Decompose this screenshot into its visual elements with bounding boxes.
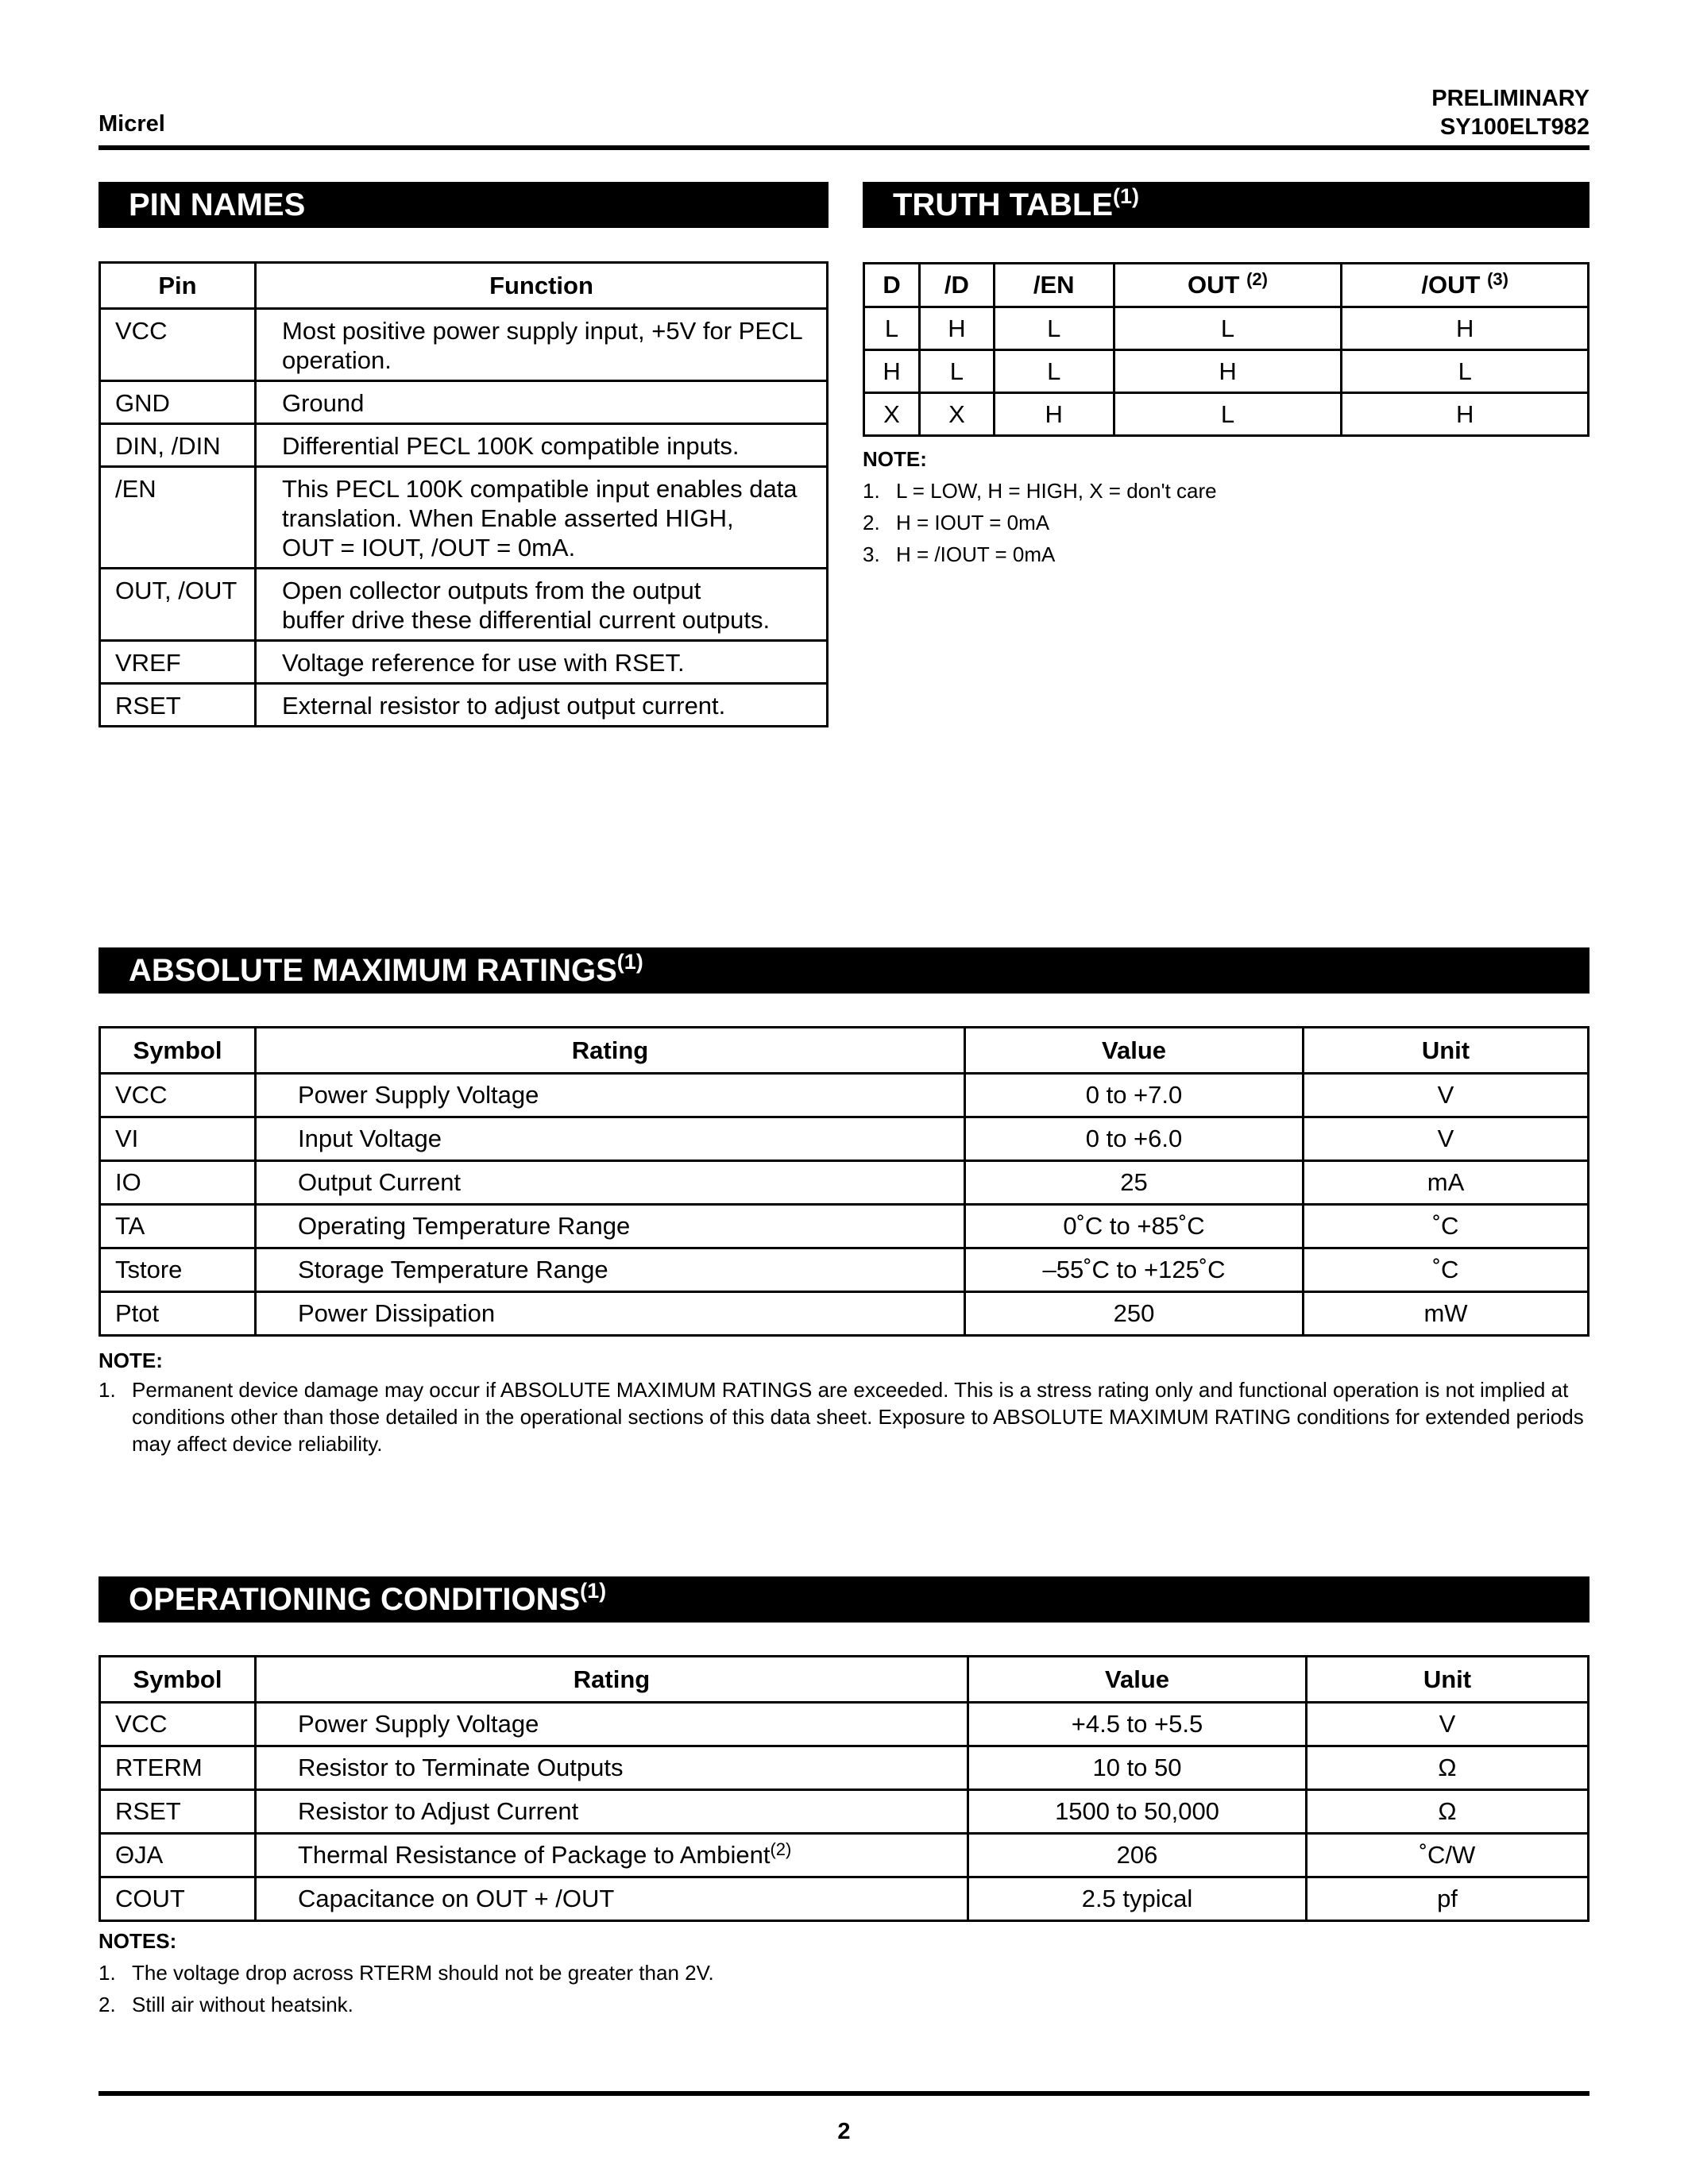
op-value: 10 to 50	[968, 1746, 1307, 1790]
abs-rating	[256, 1117, 965, 1161]
pin-name-text: GND	[115, 389, 170, 417]
op-value: +4.5 to +5.5	[968, 1703, 1307, 1746]
op-cond-notes	[98, 1925, 1590, 2020]
pin-function	[256, 641, 828, 684]
note-number: 1.	[98, 1961, 116, 1985]
table-row	[100, 381, 828, 424]
abs-value-header: Value	[965, 1028, 1304, 1074]
note-item	[863, 475, 1578, 507]
abs-unit: mW	[1304, 1292, 1589, 1336]
truth-col-header	[1114, 264, 1342, 307]
truth-cell: X	[920, 393, 995, 436]
pin-name-text: RSET	[115, 692, 181, 720]
table-row	[100, 641, 828, 684]
truth-table-title-sup: (1)	[1113, 184, 1139, 208]
pin-function-line: Differential PECL 100K compatible inputs.	[282, 432, 740, 460]
pin-function	[256, 424, 828, 467]
op-rating-text: Capacitance on OUT + /OUT	[298, 1885, 615, 1912]
pin-name-text: OUT, /OUT	[115, 577, 238, 604]
note-item	[98, 1989, 1590, 2020]
table-row	[864, 350, 1589, 393]
op-unit: Ω	[1307, 1746, 1589, 1790]
pin-function	[256, 684, 828, 727]
pin-name-text: DIN, /DIN	[115, 432, 221, 460]
note-number: 1.	[98, 1378, 116, 1402]
document-status: PRELIMINARY	[1431, 86, 1590, 111]
note-item	[863, 538, 1578, 570]
table-row	[100, 467, 828, 569]
truth-col-header	[1342, 264, 1589, 307]
pin-function	[256, 467, 828, 569]
truth-cell: L	[864, 307, 920, 350]
abs-rating	[256, 1161, 965, 1205]
abs-max-notes	[98, 1345, 1590, 1457]
op-symbol: ΘJA	[100, 1834, 256, 1877]
pin-function-line: Voltage reference for use with RSET.	[282, 649, 685, 677]
abs-value: 0˚C to +85˚C	[965, 1205, 1304, 1248]
note-text: H = IOUT = 0mA	[896, 511, 1050, 534]
truth-cell: H	[1342, 393, 1589, 436]
footer-rule	[98, 2091, 1590, 2096]
abs-rating-text: Power Supply Voltage	[298, 1081, 539, 1109]
pin-function-line: operation.	[282, 346, 392, 374]
header-right	[1431, 84, 1590, 141]
pin-function	[256, 569, 828, 641]
op-rating	[256, 1703, 968, 1746]
note-text: The voltage drop across RTERM should not be greater than 2V.	[132, 1961, 714, 1985]
truth-cell: L	[1114, 393, 1342, 436]
pin-col-header: Pin	[100, 263, 256, 309]
note-number: 2.	[863, 511, 880, 534]
truth-col-label: OUT	[1188, 271, 1240, 299]
table-row	[100, 1790, 1589, 1834]
note-item	[98, 1957, 1590, 1989]
function-col-header: Function	[256, 263, 828, 309]
pin-name	[100, 684, 256, 727]
op-symbol: VCC	[100, 1703, 256, 1746]
abs-symbol: Tstore	[100, 1248, 256, 1292]
abs-rating	[256, 1248, 965, 1292]
truth-cell: L	[1114, 307, 1342, 350]
pin-name	[100, 424, 256, 467]
op-rating	[256, 1877, 968, 1921]
table-row	[100, 309, 828, 381]
table-row	[100, 424, 828, 467]
op-unit: V	[1307, 1703, 1589, 1746]
truth-col-header	[864, 264, 920, 307]
header-rule	[98, 145, 1590, 150]
op-unit: ˚C/W	[1307, 1834, 1589, 1877]
abs-rating-header: Rating	[256, 1028, 965, 1074]
abs-rating-text: Input Voltage	[298, 1125, 442, 1152]
op-rating-header: Rating	[256, 1657, 968, 1703]
truth-col-label: /OUT	[1421, 271, 1481, 299]
op-rating-text: Thermal Resistance of Package to Ambient	[298, 1841, 771, 1869]
pin-name-text: VCC	[115, 317, 168, 345]
abs-unit: V	[1304, 1074, 1589, 1117]
table-row	[100, 1117, 1589, 1161]
op-rating	[256, 1790, 968, 1834]
pin-function-line: buffer drive these differential current outputs.	[282, 606, 771, 634]
op-rating-text: Resistor to Terminate Outputs	[298, 1754, 624, 1781]
op-unit: pf	[1307, 1877, 1589, 1921]
table-row	[100, 1074, 1589, 1117]
pin-function-line: This PECL 100K compatible input enables data	[282, 475, 798, 503]
company-name: Micrel	[98, 111, 165, 137]
abs-value: 25	[965, 1161, 1304, 1205]
note-number: 3.	[863, 542, 880, 566]
op-unit: Ω	[1307, 1790, 1589, 1834]
abs-max-title: ABSOLUTE MAXIMUM RATINGS	[129, 953, 617, 988]
note-number: 2.	[98, 1993, 116, 2016]
abs-unit: mA	[1304, 1161, 1589, 1205]
truth-col-sup: (3)	[1487, 269, 1508, 289]
abs-max-title-bar	[98, 947, 1590, 994]
table-row	[100, 569, 828, 641]
pin-function-line: Most positive power supply input, +5V for PECL	[282, 317, 803, 345]
truth-cell: L	[920, 350, 995, 393]
table-row	[100, 1205, 1589, 1248]
op-symbol: RSET	[100, 1790, 256, 1834]
pin-function-line: External resistor to adjust output current.	[282, 692, 726, 720]
abs-max-title-sup: (1)	[616, 950, 643, 974]
op-rating-text: Resistor to Adjust Current	[298, 1797, 579, 1825]
pin-function-line: OUT = IOUT, /OUT = 0mA.	[282, 534, 576, 561]
abs-value: 0 to +6.0	[965, 1117, 1304, 1161]
op-rating-sup: (2)	[770, 1839, 792, 1859]
truth-cell: L	[994, 307, 1114, 350]
truth-col-label: /EN	[1033, 271, 1075, 299]
page-number: 2	[837, 2119, 851, 2144]
abs-unit-header: Unit	[1304, 1028, 1589, 1074]
note-text: Permanent device damage may occur if ABSOLUTE MAXIMUM RATINGS are exceeded. This is a stress rating only and functional operation is not implied at conditions other than those detailed in the operational sections of this data sheet. Exposure to ABSOLUTE MAXIMUM RATING conditions for extended periods may affect device reliability.	[132, 1378, 1584, 1456]
abs-symbol-header: Symbol	[100, 1028, 256, 1074]
table-row	[100, 1703, 1589, 1746]
table-row	[100, 1877, 1589, 1921]
table-row	[100, 684, 828, 727]
abs-rating-text: Storage Temperature Range	[298, 1256, 608, 1283]
truth-note-heading: NOTE:	[863, 447, 927, 471]
pin-name	[100, 467, 256, 569]
abs-rating	[256, 1292, 965, 1336]
abs-note-heading: NOTE:	[98, 1349, 163, 1372]
op-value: 206	[968, 1834, 1307, 1877]
truth-cell: H	[864, 350, 920, 393]
note-item	[863, 507, 1578, 538]
truth-cell: L	[1342, 350, 1589, 393]
truth-cell: X	[864, 393, 920, 436]
op-cond-title-sup: (1)	[580, 1579, 607, 1603]
note-text: L = LOW, H = HIGH, X = don't care	[896, 479, 1217, 503]
truth-cell: H	[994, 393, 1114, 436]
note-text: H = /IOUT = 0mA	[896, 542, 1056, 566]
pin-name-text: /EN	[115, 475, 156, 503]
truth-table-title: TRUTH TABLE	[893, 187, 1113, 222]
part-number: SY100ELT982	[1439, 114, 1590, 140]
truth-table-title-bar	[863, 182, 1590, 228]
table-row	[864, 393, 1589, 436]
table-row	[100, 1248, 1589, 1292]
truth-cell: H	[1342, 307, 1589, 350]
op-cond-title-bar	[98, 1576, 1590, 1623]
table-row	[100, 1292, 1589, 1336]
truth-cell: H	[1114, 350, 1342, 393]
pin-function-line: Open collector outputs from the output	[282, 577, 701, 604]
pin-name	[100, 569, 256, 641]
truth-col-header	[994, 264, 1114, 307]
truth-col-label: /D	[944, 271, 969, 299]
op-rating	[256, 1834, 968, 1877]
op-value-header: Value	[968, 1657, 1307, 1703]
abs-rating-text: Power Dissipation	[298, 1299, 496, 1327]
op-symbol: RTERM	[100, 1746, 256, 1790]
abs-unit: ˚C	[1304, 1248, 1589, 1292]
pin-name	[100, 641, 256, 684]
op-symbol-header: Symbol	[100, 1657, 256, 1703]
op-cond-table	[98, 1655, 1590, 1922]
pin-name	[100, 381, 256, 424]
table-row	[100, 1746, 1589, 1790]
op-cond-title: OPERATIONING CONDITIONS	[129, 1582, 581, 1617]
pin-function-line: Ground	[282, 389, 365, 417]
op-value: 2.5 typical	[968, 1877, 1307, 1921]
pin-name	[100, 309, 256, 381]
abs-value: 250	[965, 1292, 1304, 1336]
abs-value: –55˚C to +125˚C	[965, 1248, 1304, 1292]
abs-unit: V	[1304, 1117, 1589, 1161]
table-row	[864, 307, 1589, 350]
abs-symbol: IO	[100, 1161, 256, 1205]
op-rating	[256, 1746, 968, 1790]
abs-symbol: VCC	[100, 1074, 256, 1117]
truth-col-header	[920, 264, 995, 307]
truth-col-label: D	[883, 271, 901, 299]
table-row	[100, 1834, 1589, 1877]
pin-names-title-bar	[98, 182, 829, 228]
abs-symbol: Ptot	[100, 1292, 256, 1336]
abs-rating	[256, 1205, 965, 1248]
abs-value: 0 to +7.0	[965, 1074, 1304, 1117]
note-item	[98, 1376, 1590, 1457]
op-symbol: COUT	[100, 1877, 256, 1921]
op-rating-text: Power Supply Voltage	[298, 1710, 539, 1738]
op-value: 1500 to 50,000	[968, 1790, 1307, 1834]
op-unit-header: Unit	[1307, 1657, 1589, 1703]
pin-name-text: VREF	[115, 649, 181, 677]
abs-rating-text: Operating Temperature Range	[298, 1212, 631, 1240]
abs-rating-text: Output Current	[298, 1168, 462, 1196]
pin-function	[256, 381, 828, 424]
pin-names-title: PIN NAMES	[129, 187, 306, 222]
truth-cell: L	[994, 350, 1114, 393]
abs-unit: ˚C	[1304, 1205, 1589, 1248]
abs-max-table	[98, 1026, 1590, 1337]
abs-symbol: VI	[100, 1117, 256, 1161]
truth-table	[863, 262, 1590, 437]
pin-names-table	[98, 261, 829, 727]
pin-function-line: translation. When Enable asserted HIGH,	[282, 504, 734, 532]
truth-cell: H	[920, 307, 995, 350]
abs-rating	[256, 1074, 965, 1117]
table-row	[100, 1161, 1589, 1205]
truth-table-notes	[863, 443, 1578, 570]
truth-col-sup: (2)	[1246, 269, 1268, 289]
note-number: 1.	[863, 479, 880, 503]
op-note-heading: NOTES:	[98, 1929, 177, 1953]
pin-function	[256, 309, 828, 381]
abs-symbol: TA	[100, 1205, 256, 1248]
note-text: Still air without heatsink.	[132, 1993, 353, 2016]
